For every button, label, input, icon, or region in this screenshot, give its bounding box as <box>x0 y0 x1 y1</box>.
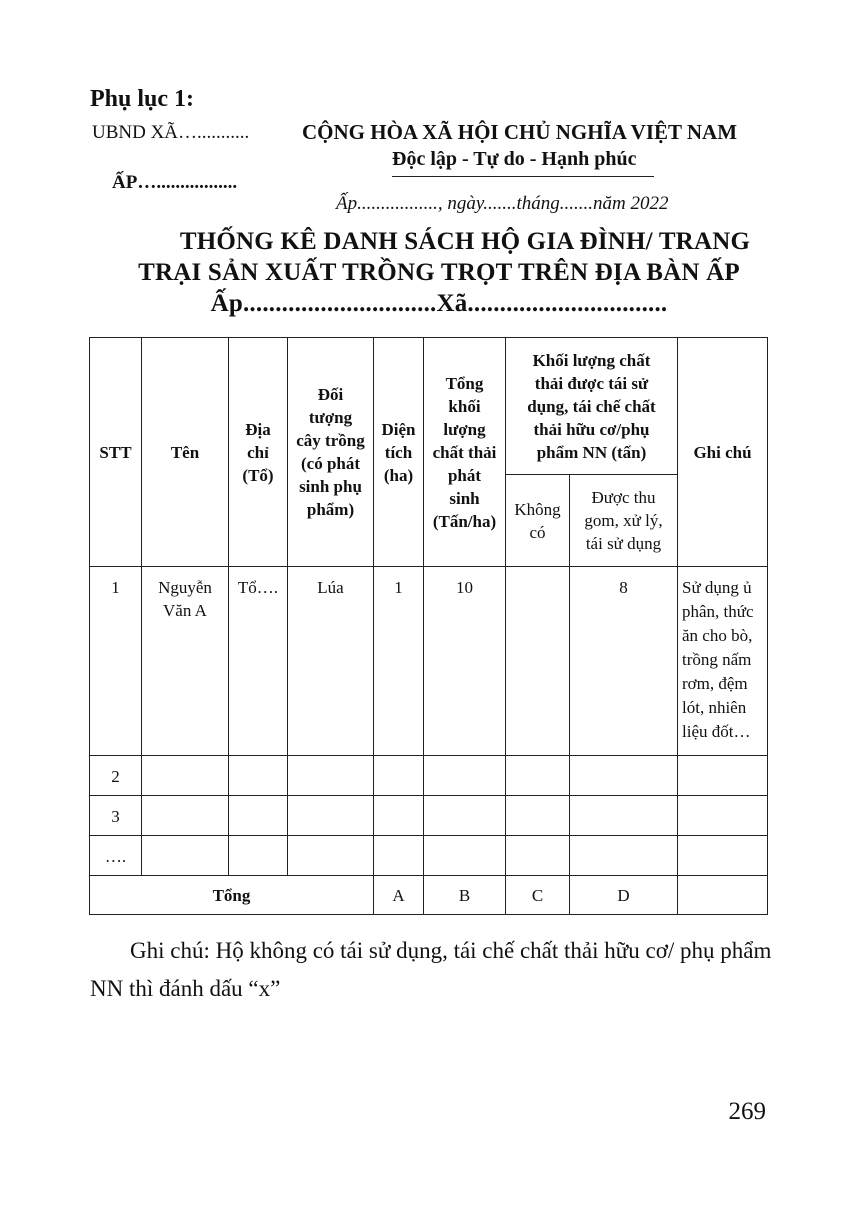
header-area: Diện tích (ha) <box>374 338 424 567</box>
header-reused-collected: Được thu gom, xử lý, tái sử dụng <box>570 475 678 567</box>
cell-crop <box>288 756 374 796</box>
table-row <box>90 756 768 796</box>
table-row <box>90 836 768 876</box>
total-label: Tổng <box>90 876 374 915</box>
national-motto: Độc lập - Tự do - Hạnh phúc <box>392 148 637 170</box>
cell-stt: 1 <box>90 567 142 756</box>
cell-name <box>142 796 229 836</box>
commune-line: UBND XÃ…........... <box>92 122 250 143</box>
header-total-waste: Tổng khối lượng chất thải phát sinh (Tấn/ha) <box>424 338 506 567</box>
cell-reused-collected <box>570 796 678 836</box>
header-reused-none: Không có <box>506 475 570 567</box>
total-row <box>90 876 768 915</box>
cell-note: Sử dụng ủ phân, thức ăn cho bò, trồng nấm rơm, đệm lót, nhiên liệu đốt… <box>678 567 768 756</box>
dateline: Ấp................., ngày.......tháng.......năm 2022 <box>336 193 669 214</box>
appendix-label: Phụ lục 1: <box>90 86 195 112</box>
footnote: Ghi chú: Hộ không có tái sử dụng, tái chế chất thải hữu cơ/ phụ phẩm NN thì đánh dấu “x” <box>90 938 772 1001</box>
cell-area: 1 <box>374 567 424 756</box>
document-title-line-1: THỐNG KÊ DANH SÁCH HỘ GIA ĐÌNH/ TRANG <box>179 228 751 255</box>
cell-reused-none <box>506 567 570 756</box>
total-reused-none: C <box>506 876 570 915</box>
cell-name <box>142 756 229 796</box>
header-stt: STT <box>90 338 142 567</box>
cell-crop: Lúa <box>288 567 374 756</box>
cell-address <box>229 796 288 836</box>
cell-reused-none <box>506 796 570 836</box>
document-title-line-2: TRẠI SẢN XUẤT TRỒNG TRỌT TRÊN ĐỊA BÀN ẤP <box>138 259 740 286</box>
cell-note <box>678 796 768 836</box>
cell-area <box>374 836 424 876</box>
total-reused-collected: D <box>570 876 678 915</box>
total-waste: B <box>424 876 506 915</box>
national-title: CỘNG HÒA XÃ HỘI CHỦ NGHĨA VIỆT NAM <box>302 120 738 144</box>
total-area: A <box>374 876 424 915</box>
cell-reused-none <box>506 836 570 876</box>
cell-reused-collected: 8 <box>570 567 678 756</box>
cell-area <box>374 756 424 796</box>
total-note <box>678 876 768 915</box>
cell-address <box>229 756 288 796</box>
cell-stt: …. <box>90 836 142 876</box>
cell-crop <box>288 836 374 876</box>
cell-total-waste <box>424 836 506 876</box>
cell-area <box>374 796 424 836</box>
cell-total-waste <box>424 796 506 836</box>
household-statistics-table <box>89 337 768 915</box>
cell-total-waste: 10 <box>424 567 506 756</box>
cell-stt: 2 <box>90 756 142 796</box>
header-note: Ghi chú <box>678 338 768 567</box>
motto-underline <box>392 176 654 177</box>
table-row <box>90 567 768 756</box>
cell-address: Tổ…. <box>229 567 288 756</box>
cell-address <box>229 836 288 876</box>
hamlet-line: ẤP…................. <box>112 172 238 193</box>
cell-note <box>678 756 768 796</box>
cell-stt: 3 <box>90 796 142 836</box>
cell-note <box>678 836 768 876</box>
cell-name: Nguyễn Văn A <box>142 567 229 756</box>
header-name: Tên <box>142 338 229 567</box>
cell-total-waste <box>424 756 506 796</box>
header-address: Địa chỉ (Tổ) <box>229 338 288 567</box>
header-crop: Đối tượng cây trồng (có phát sinh phụ phẩm) <box>288 338 374 567</box>
header-reused-group: Khối lượng chất thải được tái sử dụng, tái chế chất thải hữu cơ/phụ phẩm NN (tấn) <box>506 338 678 475</box>
cell-reused-none <box>506 756 570 796</box>
cell-reused-collected <box>570 836 678 876</box>
cell-name <box>142 836 229 876</box>
page-number: 269 <box>728 1098 766 1125</box>
cell-crop <box>288 796 374 836</box>
table-row <box>90 796 768 836</box>
cell-reused-collected <box>570 756 678 796</box>
document-title-line-3: Ấp..............................Xã............................... <box>210 290 668 317</box>
